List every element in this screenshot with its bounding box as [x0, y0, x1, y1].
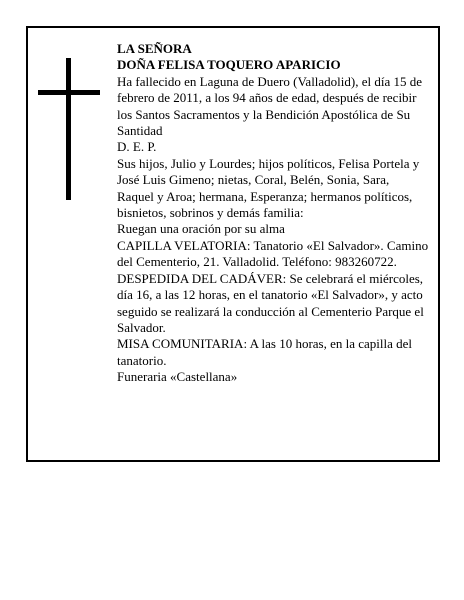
cross-vertical-bar [66, 58, 71, 200]
death-notice [26, 26, 440, 462]
death-announcement: Ha fallecido en Laguna de Duero (Valladolid), el día 15 de febrero de 2011, a los 94 años de edad, después de recibir los Santos Sacramentos y la Bendición Apostólica de Su Santidad [117, 73, 423, 139]
notice-title: LA SEÑORA [117, 41, 192, 56]
deceased-name: DOÑA FELISA TOQUERO APARICIO [117, 57, 341, 73]
funeral-chapel-info: CAPILLA VELATORIA: Tanatorio «El Salvador». Camino del Cementerio, 21. Valladolid. Teléfono: 983260722. [117, 237, 429, 270]
funeral-home: Funeraria «Castellana» [117, 369, 238, 385]
prayer-request: Ruegan una oración por su alma [117, 221, 285, 237]
rip-abbreviation: D. E. P. [117, 139, 157, 155]
cross-icon [38, 58, 102, 200]
community-mass-info: MISA COMUNITARIA: A las 10 horas, en la capilla del tanatorio. [117, 336, 413, 368]
family-list: Sus hijos, Julio y Lourdes; hijos políticos, Felisa Portela y José Luis Gimeno; nietas, Coral, Belén, Sonia, Sara, Raquel y Aroa; hermana, Esperanza; hermanos políticos, bisnietos, sobrinos y demás familia: [117, 155, 420, 221]
notice-text [117, 41, 429, 386]
farewell-info: DESPEDIDA DEL CADÁVER: Se celebrará el miércoles, día 16, a las 12 horas, en el tanatorio «El Salvador», y acto seguido se realizará la conducción al Cementerio Parque el Salvador. [117, 270, 424, 335]
cross-horizontal-bar [38, 90, 100, 95]
